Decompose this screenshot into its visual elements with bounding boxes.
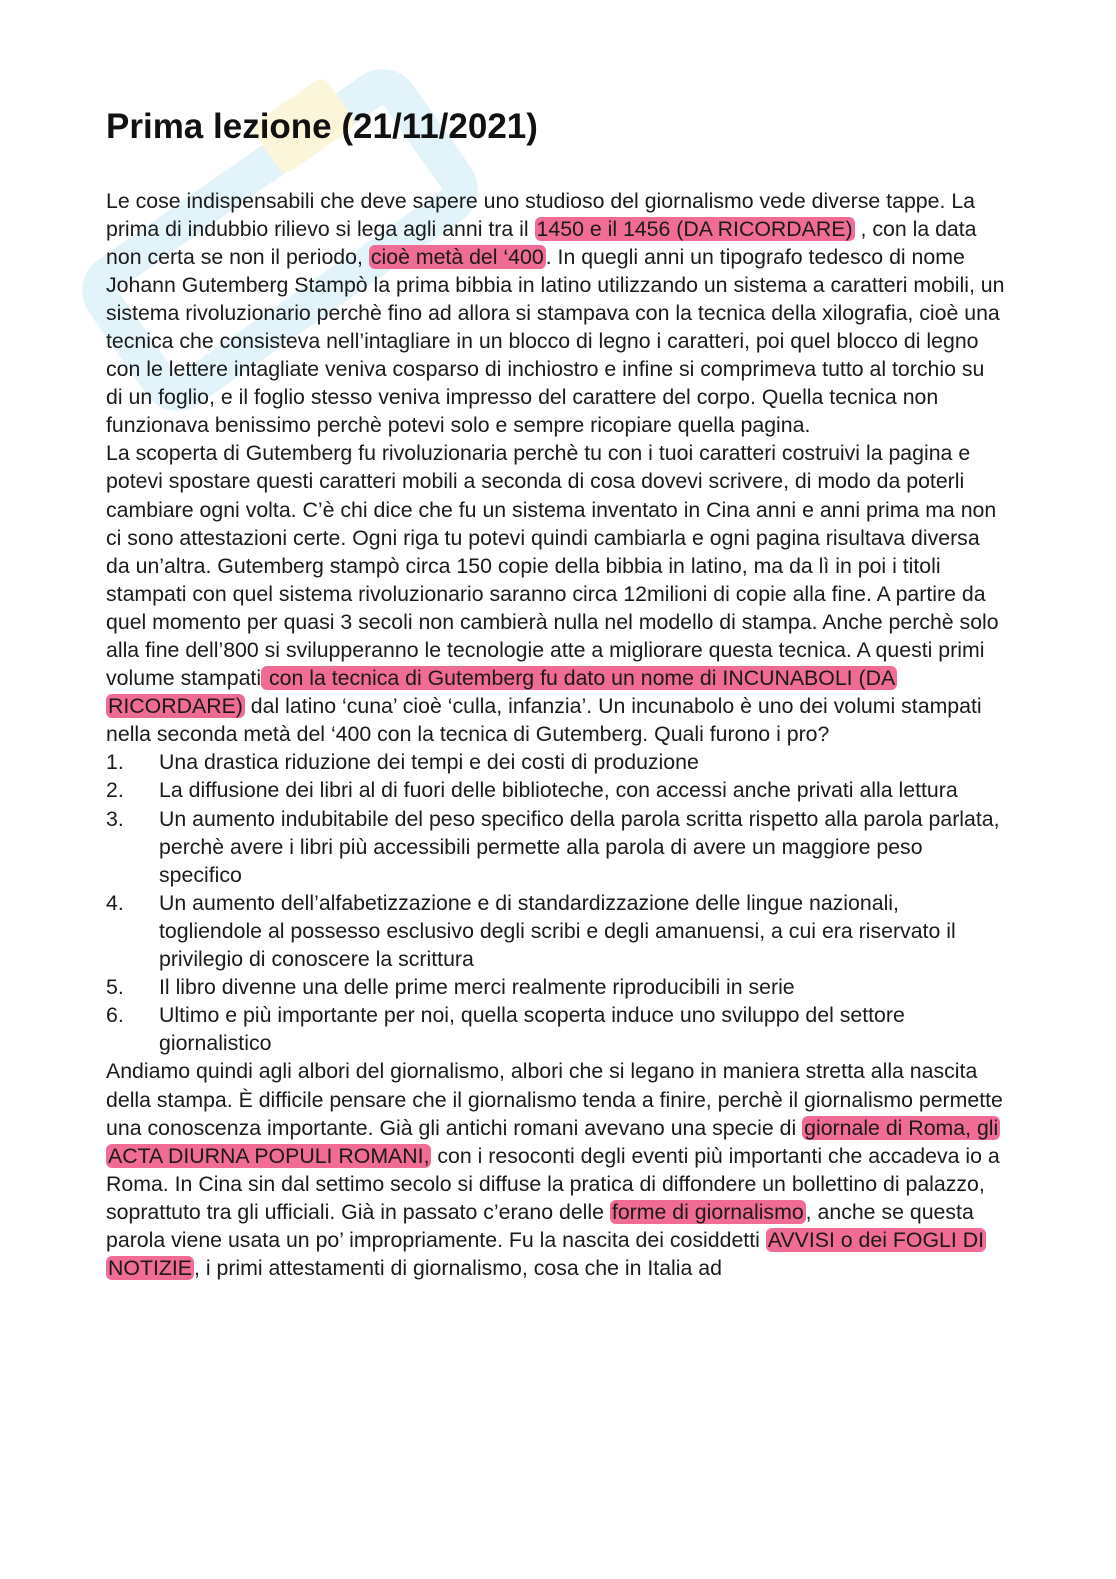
highlight-period: cioè metà del ‘400 bbox=[370, 244, 544, 269]
list-item: 1. Una drastica riduzione dei tempi e dei costi di produzione bbox=[106, 750, 699, 775]
list-item: 5. Il libro divenne una delle prime merci realmente riproducibili in serie bbox=[106, 975, 795, 1000]
highlight-forme-giornalismo: forme di giornalismo bbox=[611, 1199, 804, 1224]
list-item: 4. Un aumento dell’alfabetizzazione e di standardizzazione delle lingue nazionali, togliendole al possesso esclusivo degli scribi e degli amanuensi, a cui era riservato il privilegio di conoscere la scrittura bbox=[106, 890, 956, 972]
pros-list bbox=[106, 748, 1006, 1057]
list-item: 6. Ultimo e più importante per noi, quella scoperta induce uno sviluppo del settore giornalistico bbox=[106, 1003, 905, 1056]
page-title: Prima lezione (21/11/2021) bbox=[106, 107, 538, 146]
document-page bbox=[106, 108, 1006, 1282]
highlight-dates: 1450 e il 1456 (DA RICORDARE) bbox=[536, 216, 853, 241]
highlight-incunaboli: con la tecnica di Gutemberg fu dato un nome di INCUNABOLI (DA RICORDARE) bbox=[108, 666, 896, 719]
paragraph-gutemberg: La scoperta di Gutemberg fu rivoluzionaria perchè tu con i tuoi caratteri costruivi la pagina e potevi spostare questi caratteri mobili a seconda di cosa dovevi scrivere, di modo da poterli cambiare ogni volta. C’è chi dice che fu un sistema inventato in Cina anni e anni prima ma non ci sono attestazioni certe. Ogni riga tu potevi quindi cambiarla e ogni pagina risultava diversa da un’altra. Gutemberg stampò circa 150 copie della bibbia in latino, ma da lì in poi i titoli stampati con quel sistema rivoluzionario saranno circa 12milioni di copie alla fine. A partire da quel momento per quasi 3 secoli non cambierà nulla nel modello di stampa. Anche perchè solo alla fine dell’800 si svilupperanno le tecnologie atte a migliorare questa tecnica. A questi primi volume stampati con la tecnica di Gutemberg fu dato un nome di INCUNABOLI (DA RICORDARE) dal latino ‘cuna’ cioè ‘culla, infanzia’. Un incunabolo è uno dei volumi stampati nella seconda metà del ‘400 con la tecnica di Gutemberg. Quali furono i pro? bbox=[106, 441, 999, 747]
highlight-avvisi: AVVISI o dei FOGLI DI NOTIZIE bbox=[108, 1227, 984, 1281]
paragraph-albori: Andiamo quindi agli albori del giornalismo, albori che si legano in maniera stretta alla nascita della stampa. È difficile pensare che il giornalismo tenda a finire, perchè il giornalismo permette una conoscenza importante. Già gli antichi romani avevano una specie di giornale di Roma, gli ACTA DIURNA POPULI ROMANI, con i resoconti degli eventi più importanti che accadeva io a Roma. In Cina sin dal settimo secolo si diffuse la pratica di diffondere un bollettino di palazzo, soprattuto tra gli ufficiali. Già in passato c’erano delle forme di giornalismo, anche se questa parola viene usata un po’ impropriamente. Fu la nascita dei cosiddetti AVVISI o dei FOGLI DI NOTIZIE, i primi attestamenti di giornalismo, cosa che in Italia ad bbox=[106, 1059, 1003, 1281]
list-item: 2. La diffusione dei libri al di fuori delle biblioteche, con accessi anche privati alla lettura bbox=[106, 778, 958, 803]
highlight-acta-diurna: giornale di Roma, gli ACTA DIURNA POPULI ROMANI, bbox=[108, 1115, 999, 1168]
paragraph-intro: Le cose indispensabili che deve sapere uno studioso del giornalismo vede diverse tappe. La prima di indubbio rilievo si lega agli anni tra il 1450 e il 1456 (DA RICORDARE) , con la data non certa se non il periodo, cioè metà del ‘400. In quegli anni un tipografo tedesco di nome Johann Gutemberg Stampò la prima bibbia in latino utilizzando un sistema a caratteri mobili, un sistema rivoluzionario perchè fino ad allora si stampava con la tecnica della xilografia, cioè una tecnica che consisteva nell’intagliare in un blocco di legno i caratteri, poi quel blocco di legno con le lettere intagliate veniva cosparso di inchiostro e infine si comprimeva tutto al torchio su di un foglio, e il foglio stesso veniva impresso del carattere del corpo. Quella tecnica non funzionava benissimo perchè potevi solo e sempre ricopiare quella pagina. bbox=[106, 188, 1005, 438]
list-item: 3. Un aumento indubitabile del peso specifico della parola scritta rispetto alla parola parlata, perchè avere i libri più accessibili permette alla parola di avere un maggiore peso specifico bbox=[106, 806, 1000, 887]
